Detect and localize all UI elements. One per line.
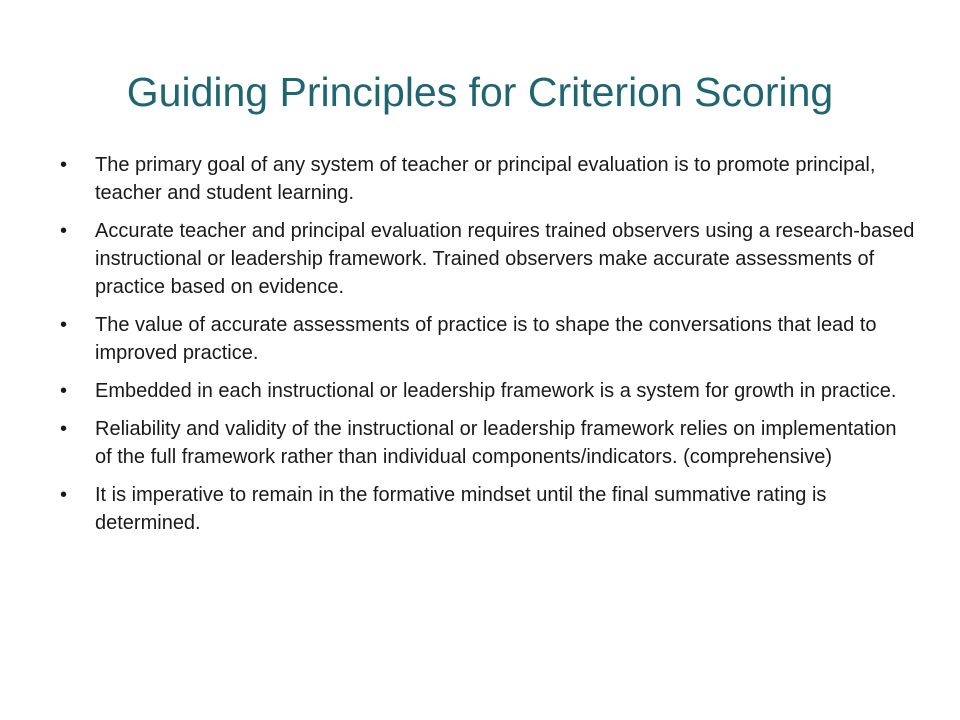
bullet-text: The value of accurate assessments of practice is to shape the conversations that lead to improved practice. [95, 314, 877, 364]
bullet-text: Embedded in each instructional or leadership framework is a system for growth in practice. [95, 380, 897, 402]
bullet-dot-icon: • [60, 380, 68, 402]
bullet-dot-icon: • [60, 314, 68, 336]
bullet-text: Accurate teacher and principal evaluation requires trained observers using a research-based instructional or leadership framework. Trained observers make accurate assessments of practice based on evidence. [95, 220, 915, 298]
bullet-item [60, 377, 915, 405]
bullet-dot-icon: • [60, 484, 68, 506]
bullet-item [60, 311, 915, 367]
bullet-dot-icon: • [60, 154, 68, 176]
bullet-dot-icon: • [60, 418, 68, 440]
bullet-text: Reliability and validity of the instructional or leadership framework relies on implementation of the full framework rather than individual components/indicators. (comprehensive) [95, 418, 897, 468]
bullet-text: The primary goal of any system of teacher or principal evaluation is to promote principal, teacher and student learning. [95, 154, 876, 204]
bullet-item [60, 151, 915, 207]
bullet-dot-icon: • [60, 220, 68, 242]
bullet-text: It is imperative to remain in the formative mindset until the final summative rating is determined. [95, 484, 827, 534]
bullet-item [60, 415, 915, 471]
slide-title: Guiding Principles for Criterion Scoring [126, 69, 834, 115]
bullet-item [60, 217, 915, 301]
bullet-list [60, 151, 915, 547]
bullet-item [60, 481, 915, 537]
